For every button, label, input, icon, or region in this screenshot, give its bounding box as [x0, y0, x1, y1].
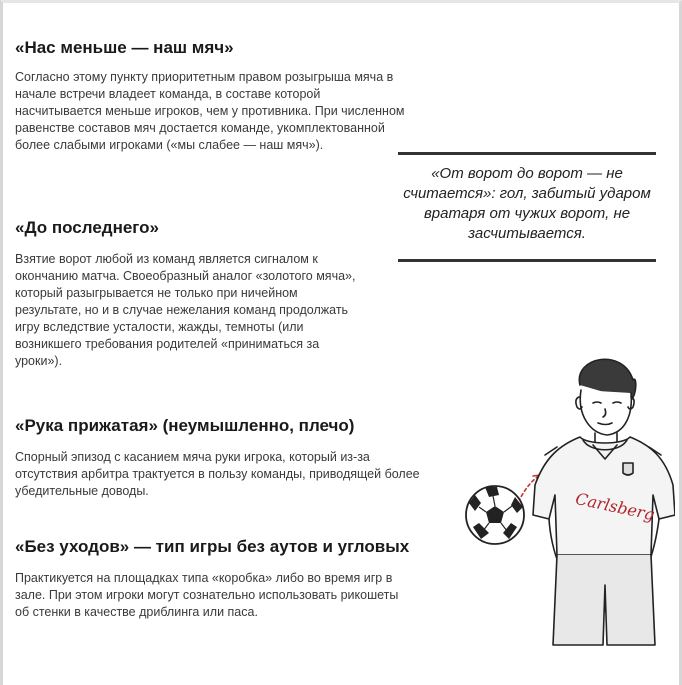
quote-box — [398, 152, 656, 262]
section-text-do-poslednego: Взятие ворот любой из команд является сигналом к окончанию матча. Своеобразный аналог «золотого мяча», который разыгрывается не только при ничейном результате, но и в случае нежелания команд продолжать игру вследствие усталости, жажды, темноты (или возникшего требования родителей «приниматься за уроки»). — [15, 252, 356, 368]
section-heading-ruka: «Рука прижатая» (неумышленно, плечо) — [15, 416, 355, 435]
section-heading-bez-uhodov: «Без уходов» — тип игры без аутов и угловых — [15, 537, 410, 556]
quote-rule-bottom — [398, 259, 656, 262]
section-heading-nas-menshe: «Нас меньше — наш мяч» — [15, 38, 234, 57]
soccer-ball — [466, 486, 524, 544]
quote-text: «От ворот до ворот — не считается»: гол, забитый ударом вратаря от чужих ворот, не засчитывается. — [403, 165, 651, 242]
boy-with-ball-illustration — [455, 345, 675, 685]
section-text-ruka: Спорный эпизод с касанием мяча руки игрока, который из-за отсутствия арбитра трактуется в пользу команды, приводящей более убедительные доводы. — [15, 450, 420, 498]
section-text-bez-uhodov: Практикуется на площадках типа «коробка» либо во время игр в зале. При этом игроки могут сознательно использовать рикошеты об стенки в качестве дриблинга или паса. — [15, 571, 399, 619]
section-heading-do-poslednego: «До последнего» — [15, 218, 160, 237]
shirt-sponsor-text: Carlsberg — [573, 488, 657, 525]
section-text-nas-menshe: Согласно этому пункту приоритетным правом розыгрыша мяча в начале встречи владеет команда, в составе которой насчитывается меньше игроков, чем у противника. При численном равенстве составов мяч достается команде, укомплектованной более слабыми игроками («мы слабее — наш мяч»). — [15, 70, 405, 152]
quote-rule-top — [398, 152, 656, 155]
